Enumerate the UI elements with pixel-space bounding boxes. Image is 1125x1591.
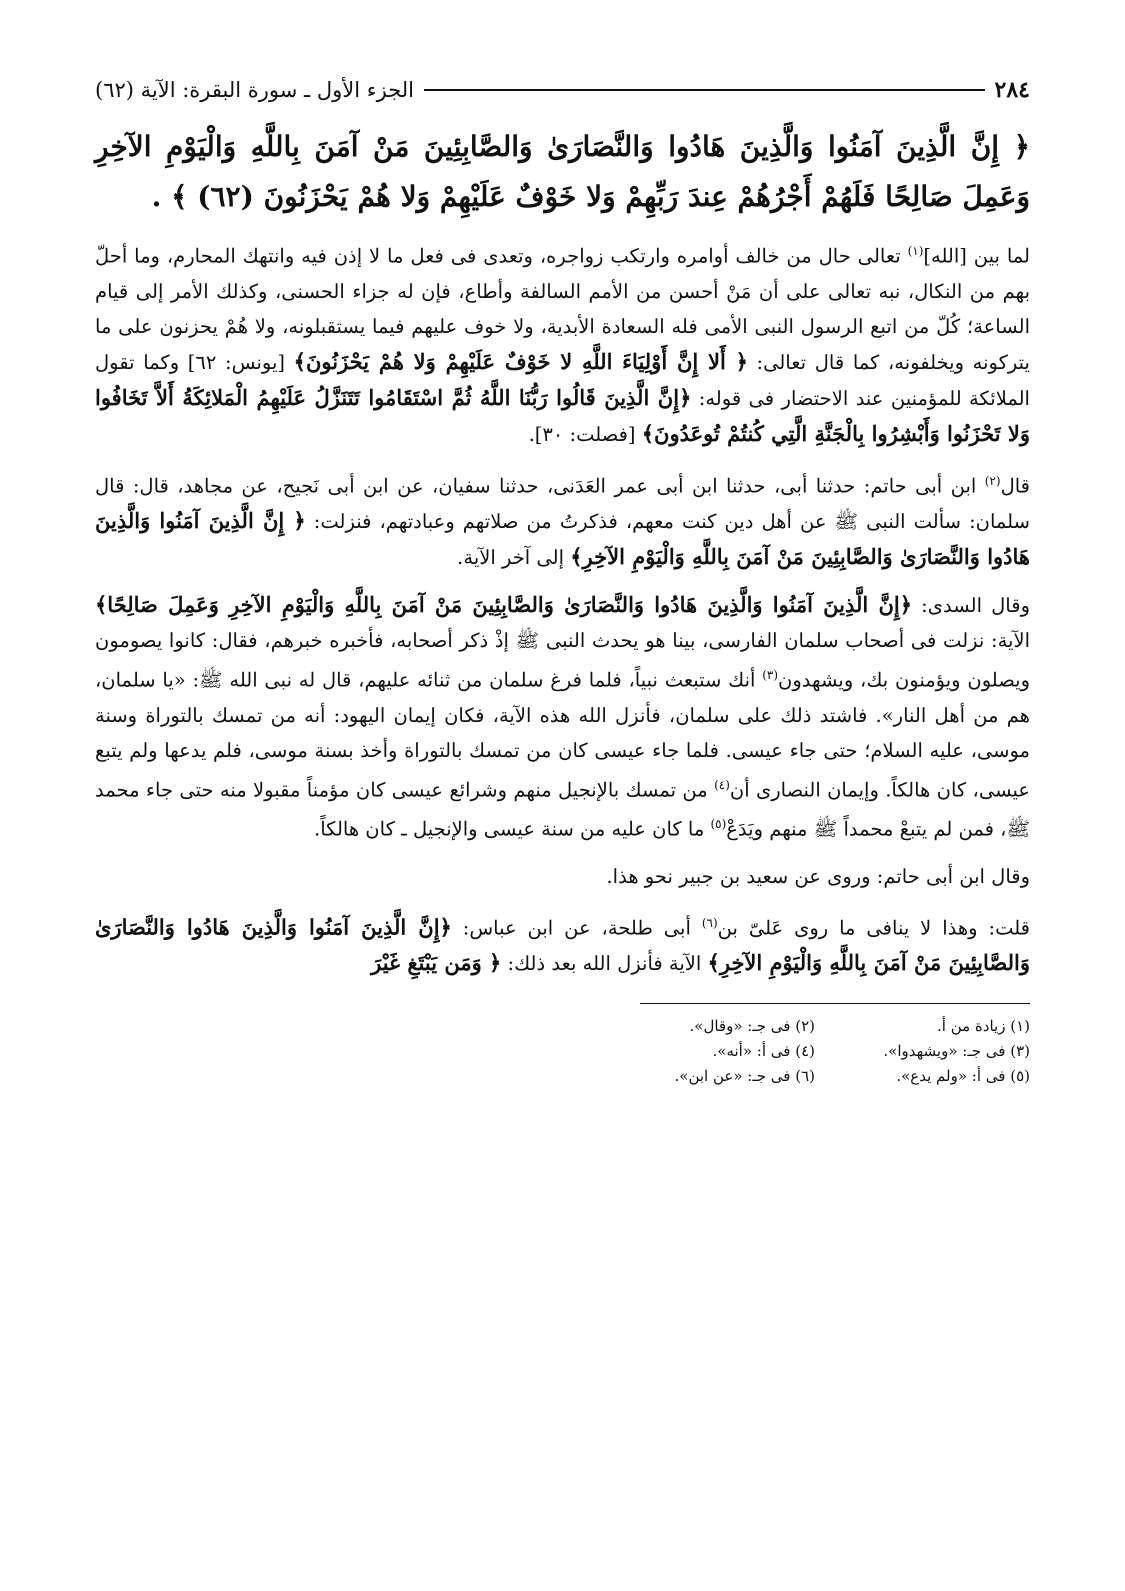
footnote-5: (٥) فى أ: «ولم يدع». — [896, 1067, 1030, 1085]
footnote-2: (٢) فى جـ: «وقال». — [689, 1017, 815, 1035]
paragraph-text: ابن أبى حاتم: حدثنا أبى، حدثنا ابن أبى عمر العَدَنى، حدثنا سفيان، عن ابن أبى نَجيح، عن مجاهد، قال: قال سلمان: سألت النبى ﷺ عن أهل دين كنت معهم، فذكرتُ من صلاتهم وعبادتهم، فنزلت: — [95, 474, 1030, 533]
paragraph — [95, 234, 1030, 452]
quran-quote: ﴿ وَمَن يَبْتَغِ غَيْرَ — [371, 950, 502, 975]
footnote-1: (١) زيادة من أ. — [937, 1017, 1030, 1035]
paragraph-text: قال — [1000, 474, 1030, 497]
footnote-ref: (٥) — [710, 817, 727, 831]
footnote-ref: (٤) — [714, 777, 730, 792]
paragraph-text: قلت: وهذا لا ينافى ما روى عَلىّ بن — [717, 916, 1030, 939]
header-title: الجزء الأول ـ سورة البقرة: الآية (٦٢) — [95, 78, 414, 102]
paragraph-text: إلى آخر الآية. — [457, 546, 571, 569]
paragraph — [95, 859, 1030, 894]
quran-quote: ﴿إِنَّ الَّذِينَ قَالُوا رَبُّنَا اللَّهُ ثُمَّ اسْتَقَامُوا تَتَنَزَّلُ عَلَيْهِمُ الْمَلائِكَةُ أَلاَّ تَخَافُوا وَلا تَحْزَنُوا وَأَبْشِرُوا بِالْجَنَّةِ الَّتِي كُنتُمْ تُوعَدُونَ﴾ — [95, 384, 1030, 446]
paragraph-text: ما كان عليه من سنة عيسى والإنجيل ـ كان هالكاً. — [314, 817, 711, 841]
page — [95, 70, 1030, 1089]
paragraph-text: [فصلت: ٣٠]. — [528, 422, 642, 446]
footnote-separator — [640, 1003, 1030, 1004]
footnote-6: (٦) فى جـ: «عن ابن». — [674, 1067, 815, 1085]
body-text — [95, 234, 1030, 981]
quran-quote: ﴿إِنَّ الَّذِينَ آمَنُوا وَالَّذِينَ هَادُوا وَالنَّصَارَىٰ وَالصَّابِئِينَ مَنْ آمَنَ بِاللَّهِ وَالْيَوْمِ الآخِرِ﴾ — [95, 914, 1030, 975]
footnote-4: (٤) فى أ: «أنه». — [712, 1042, 815, 1060]
header-rule — [424, 89, 985, 91]
paragraph-text: [يونس: ٦٢] وكما تقول الملائكة للمؤمنين عند الاحتضار فى قوله: — [95, 350, 1030, 410]
paragraph — [95, 906, 1030, 982]
paragraph-text: وقال السدى: — [912, 594, 1030, 617]
page-number: ٢٨٤ — [994, 77, 1030, 103]
footnote-ref: (٣) — [762, 668, 779, 682]
footnote-ref: (١) — [907, 244, 924, 258]
paragraph-text: لما بين [الله] — [923, 244, 1030, 268]
footnote-ref: (٢) — [984, 473, 1001, 488]
paragraph-text: الآية فأنزل الله بعد ذلك: — [501, 952, 708, 975]
footnote-3: (٣) فى جـ: «ويشهدوا». — [883, 1042, 1030, 1060]
paragraph-text: من تمسك بالإنجيل منهم وشرائع عيسى كان مؤمناً مقبولا منه حتى جاء محمد ﷺ، فمن لم يتبعْ محمداً ﷺ منهم ويَدَعْ — [95, 778, 1030, 841]
running-header — [95, 70, 1030, 110]
footnote-ref: (٦) — [701, 915, 718, 930]
paragraph-text: الآية: نزلت فى أصحاب سلمان الفارسى، بينا هو يحدث النبى ﷺ إذْ ذكر أصحابه، فأخبره خبرهم، فقال: كانوا يصومون ويصلون ويؤمنون بك، ويشهدون — [95, 629, 1030, 692]
paragraph-text: أنك ستبعث نبياً، فلما فرغ سلمان من ثنائه عليهم، قال له نبى الله ﷺ: «يا سلمان، هم من أهل النار». فاشتد ذلك على سلمان، فأنزل الله هذه الآية، فكان إيمان اليهود: أنه من تمسك بالتوراة وسنة موسى، عليه السلام؛ حتى جاء عيسى. فلما جاء عيسى كان من تمسك بالتوراة وأخذ بسنة موسى، فلم يدعها ولم يتبع عيسى، كان هالكاً. وإيمان النصارى أن — [95, 668, 1030, 801]
paragraph-text: أبى طلحة، عن ابن عباس: — [451, 916, 702, 939]
footnotes — [95, 1014, 1030, 1089]
quran-quote: ﴿ أَلا إِنَّ أَوْلِيَاءَ اللَّهِ لا خَوْفٌ عَلَيْهِمْ وَلا هُمْ يَحْزَنُونَ﴾ — [293, 348, 748, 374]
quran-quote: ﴿إِنَّ الَّذِينَ آمَنُوا وَالَّذِينَ هَادُوا وَالنَّصَارَىٰ وَالصَّابِئِينَ مَنْ آمَنَ بِاللَّهِ وَالْيَوْمِ الآخِرِ وَعَمِلَ صَالِحًا﴾ — [95, 592, 913, 617]
paragraph — [95, 587, 1030, 847]
verse-heading: ﴿ إِنَّ الَّذِينَ آمَنُوا وَالَّذِينَ هَادُوا وَالنَّصَارَىٰ وَالصَّابِئِينَ مَنْ آمَنَ بِاللَّهِ وَالْيَوْمِ الآخِرِ وَعَمِلَ صَالِحًا فَلَهُمْ أَجْرُهُمْ عِندَ رَبِّهِمْ وَلا خَوْفٌ عَلَيْهِمْ وَلا هُمْ يَحْزَنُونَ (٦٢) ﴾ . — [95, 130, 1030, 213]
paragraph-text: وقال ابن أبى حاتم: وروى عن سعيد بن جبير نحو هذا. — [606, 864, 1030, 888]
quran-quote: ﴿ إِنَّ الَّذِينَ آمَنُوا وَالَّذِينَ هَادُوا وَالنَّصَارَىٰ وَالصَّابِئِينَ مَنْ آمَنَ بِاللَّهِ وَالْيَوْمِ الآخِرِ﴾ — [95, 508, 1030, 569]
paragraph-text: تعالى حال من خالف أوامره وارتكب زواجره، وتعدى فى فعل ما لا إذن فيه وانتهك المحارم، وما أحلّ بهم من النكال، نبه تعالى على أن مَنْ أحسن من الأمم السالفة وأطاع، فإن له جزاء الحسنى، وكذلك الأمر إلى قيام الساعة؛ كُلّ من اتبع الرسول النبى الأمى فله السعادة الأبدية، ولا خوف عليهم فيما يستقبلونه، ولا هُمْ يحزنون على ما يتركونه ويخلفونه، كما قال تعالى: — [95, 244, 1030, 374]
paragraph — [95, 464, 1030, 576]
